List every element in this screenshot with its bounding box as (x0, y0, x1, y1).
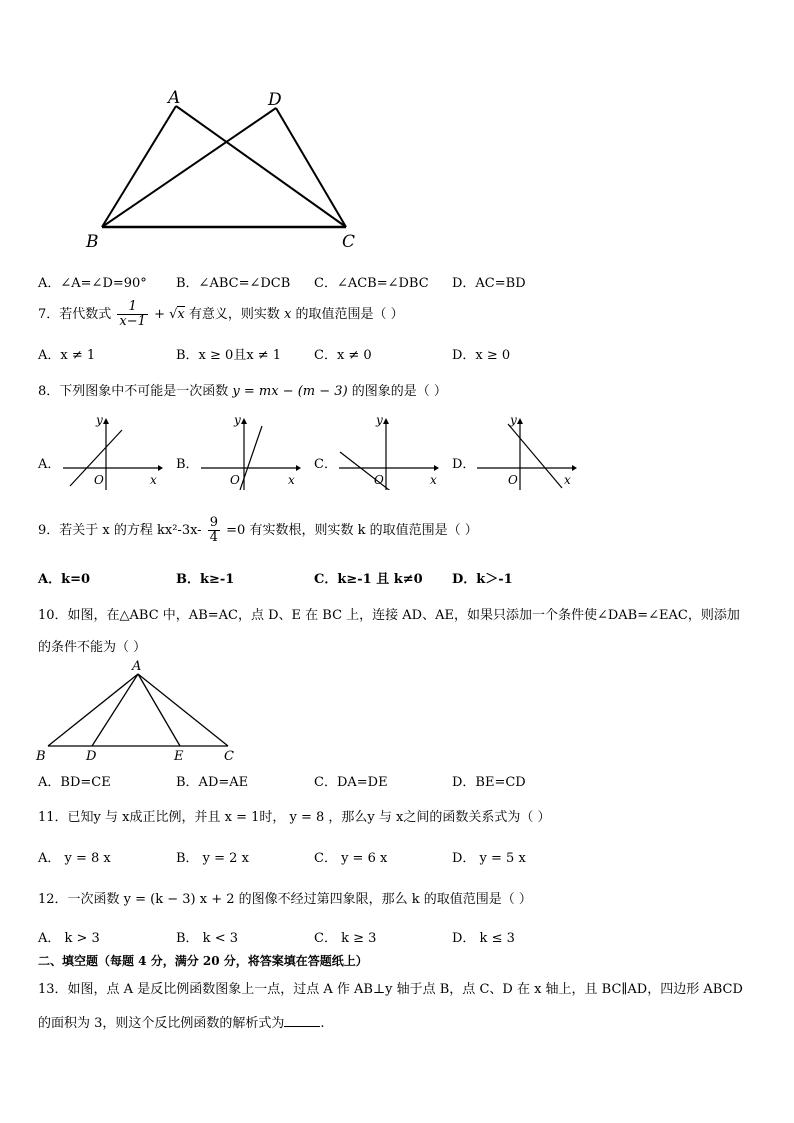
q10-option-c[interactable]: C．DA=DE (314, 775, 388, 790)
q9-option-d[interactable]: D．k＞-1 (452, 572, 513, 587)
y-label: y (376, 413, 383, 427)
segment-dc (276, 108, 346, 227)
q7-prefix: 7．若代数式 (38, 307, 112, 322)
q12-question: 12．一次函数 y = (k − 3) x + 2 的图像不经过第四象限，那么 k 的取值范围是（ ） (38, 892, 532, 907)
q7-option-c[interactable]: C．x ≠ 0 (314, 348, 372, 363)
q8-option-c-letter[interactable]: C． (314, 457, 337, 472)
q9-question (38, 516, 478, 545)
q6-option-d[interactable]: D．AC=BD (452, 276, 526, 291)
segment-ac (176, 106, 346, 227)
origin-label: O (374, 473, 384, 487)
y-arrow-icon (383, 418, 389, 424)
q9-suffix: =0 有实数根，则实数 k 的取值范围是（ ） (226, 523, 478, 538)
q13-end: . (320, 1016, 325, 1031)
x-label: x (288, 473, 295, 487)
q8-graph-a[interactable] (58, 410, 168, 490)
q9-prefix: 9．若关于 x 的方程 kx²-3x- (38, 523, 202, 538)
label-b: B (36, 749, 46, 764)
label-d: D (268, 90, 282, 110)
y-arrow-icon (517, 418, 523, 424)
label-e: E (174, 749, 184, 764)
q13-line2-wrap (38, 1012, 325, 1031)
segment-ab (48, 674, 138, 746)
q8-option-d-letter[interactable]: D． (452, 457, 476, 472)
x-arrow-icon (296, 465, 301, 471)
q12-option-b[interactable]: B． k < 3 (176, 931, 238, 946)
q8-graph-b[interactable] (196, 410, 306, 490)
q10-option-d[interactable]: D．BE=CD (452, 775, 526, 790)
segment-db (102, 108, 276, 227)
label-c: C (224, 749, 234, 764)
q11-option-b[interactable]: B． y = 2 x (176, 851, 249, 866)
q7-suffix-a: 有意义，则实数 (188, 307, 280, 322)
q11-question: 11．已知y 与 x成正比例，并且 x = 1时， y = 8 ，那么y 与 x之间的函数关系式为（ ） (38, 810, 551, 825)
segment-ab (102, 106, 176, 227)
y-arrow-icon (103, 418, 109, 424)
q10-option-b[interactable]: B．AD=AE (176, 775, 249, 790)
origin-label: O (230, 473, 240, 487)
q8-option-a-letter[interactable]: A． (38, 457, 61, 472)
q11-option-c[interactable]: C． y = 6 x (314, 851, 388, 866)
origin-label: O (94, 473, 104, 487)
label-a: A (132, 659, 142, 674)
x-arrow-icon (572, 465, 577, 471)
x-arrow-icon (158, 465, 163, 471)
graph-line (240, 426, 262, 490)
q8-option-b-letter[interactable]: B． (176, 457, 199, 472)
q12-option-d[interactable]: D． k ≤ 3 (452, 931, 515, 946)
q8-formula: y = mx − (m − 3) (232, 384, 348, 399)
q10-option-a[interactable]: A．BD=CE (38, 775, 111, 790)
q10-figure (34, 656, 244, 768)
q8-question (38, 380, 447, 399)
q8-graph-c[interactable] (334, 410, 444, 490)
q11-option-d[interactable]: D． y = 5 x (452, 851, 526, 866)
y-label: y (96, 413, 103, 427)
x-label: x (564, 473, 571, 487)
section-heading: 二、填空题（每题 4 分，满分 20 分，将答案填在答题纸上） (38, 954, 368, 968)
q6-option-c[interactable]: C．∠ACB=∠DBC (314, 276, 429, 291)
q7-var: x (284, 307, 292, 322)
q9-fraction (208, 516, 220, 545)
q7-question (38, 300, 404, 329)
q6-option-b[interactable]: B．∠ABC=∠DCB (176, 276, 291, 291)
q11-option-a[interactable]: A． y = 8 x (38, 851, 111, 866)
graph-line (340, 452, 402, 490)
q7-frac-den: x−1 (119, 314, 146, 329)
q7-option-a[interactable]: A．x ≠ 1 (38, 348, 96, 363)
origin-label: O (508, 473, 518, 487)
x-label: x (430, 473, 437, 487)
y-label: y (234, 413, 241, 427)
q8-graph-d[interactable] (472, 410, 582, 490)
q7-option-d[interactable]: D．x ≥ 0 (452, 348, 511, 363)
q7-fraction (117, 300, 148, 329)
q9-option-b[interactable]: B．k≥-1 (176, 572, 235, 587)
q8-suffix: 的图象的是（ ） (351, 384, 447, 399)
q13-line1: 13．如图，点 A 是反比例函数图象上一点，过点 A 作 AB⊥y 轴于点 B，点 C、D 在 x 轴上，且 BC∥AD，四边形 ABCD (38, 982, 743, 997)
q9-option-c[interactable]: C．k≥-1 且 k≠0 (314, 572, 423, 587)
q7-sqrt-arg: x (177, 307, 185, 322)
segment-ae (138, 674, 180, 746)
segment-ad (92, 674, 138, 746)
q9-option-a[interactable]: A．k=0 (38, 572, 91, 587)
y-arrow-icon (241, 418, 247, 424)
q13-line2: 的面积为 3，则这个反比例函数的解析式为 (38, 1016, 285, 1031)
label-a: A (168, 88, 181, 108)
label-d: D (86, 749, 97, 764)
q7-frac-num: 1 (117, 300, 148, 315)
q12-option-a[interactable]: A． k > 3 (38, 931, 100, 946)
q9-frac-num: 9 (209, 515, 219, 530)
q8-prefix: 8．下列图象中不可能是一次函数 (38, 384, 229, 399)
q7-plus: + (154, 307, 165, 322)
segment-ac (138, 674, 228, 746)
answer-blank[interactable] (284, 1014, 320, 1027)
q10-line1: 10．如图，在△ABC 中，AB=AC，点 D、E 在 BC 上，连接 AD、AE，如果只添加一个条件使∠DAB=∠EAC，则添加 (38, 608, 740, 623)
label-c: C (342, 232, 356, 252)
label-b: B (86, 232, 99, 252)
q6-option-a[interactable]: A．∠A=∠D=90° (38, 276, 147, 291)
q7-suffix-b: 的取值范围是（ ） (295, 307, 404, 322)
y-label: y (510, 413, 517, 427)
q7-option-b[interactable]: B．x ≥ 0且x ≠ 1 (176, 348, 282, 363)
x-arrow-icon (434, 465, 439, 471)
q12-option-c[interactable]: C． k ≥ 3 (314, 931, 377, 946)
q10-line2: 的条件不能为（ ） (38, 640, 147, 655)
q6-figure (80, 80, 370, 255)
x-label: x (150, 473, 157, 487)
q9-frac-den: 4 (209, 530, 219, 545)
q7-sqrt: √x (169, 307, 185, 322)
